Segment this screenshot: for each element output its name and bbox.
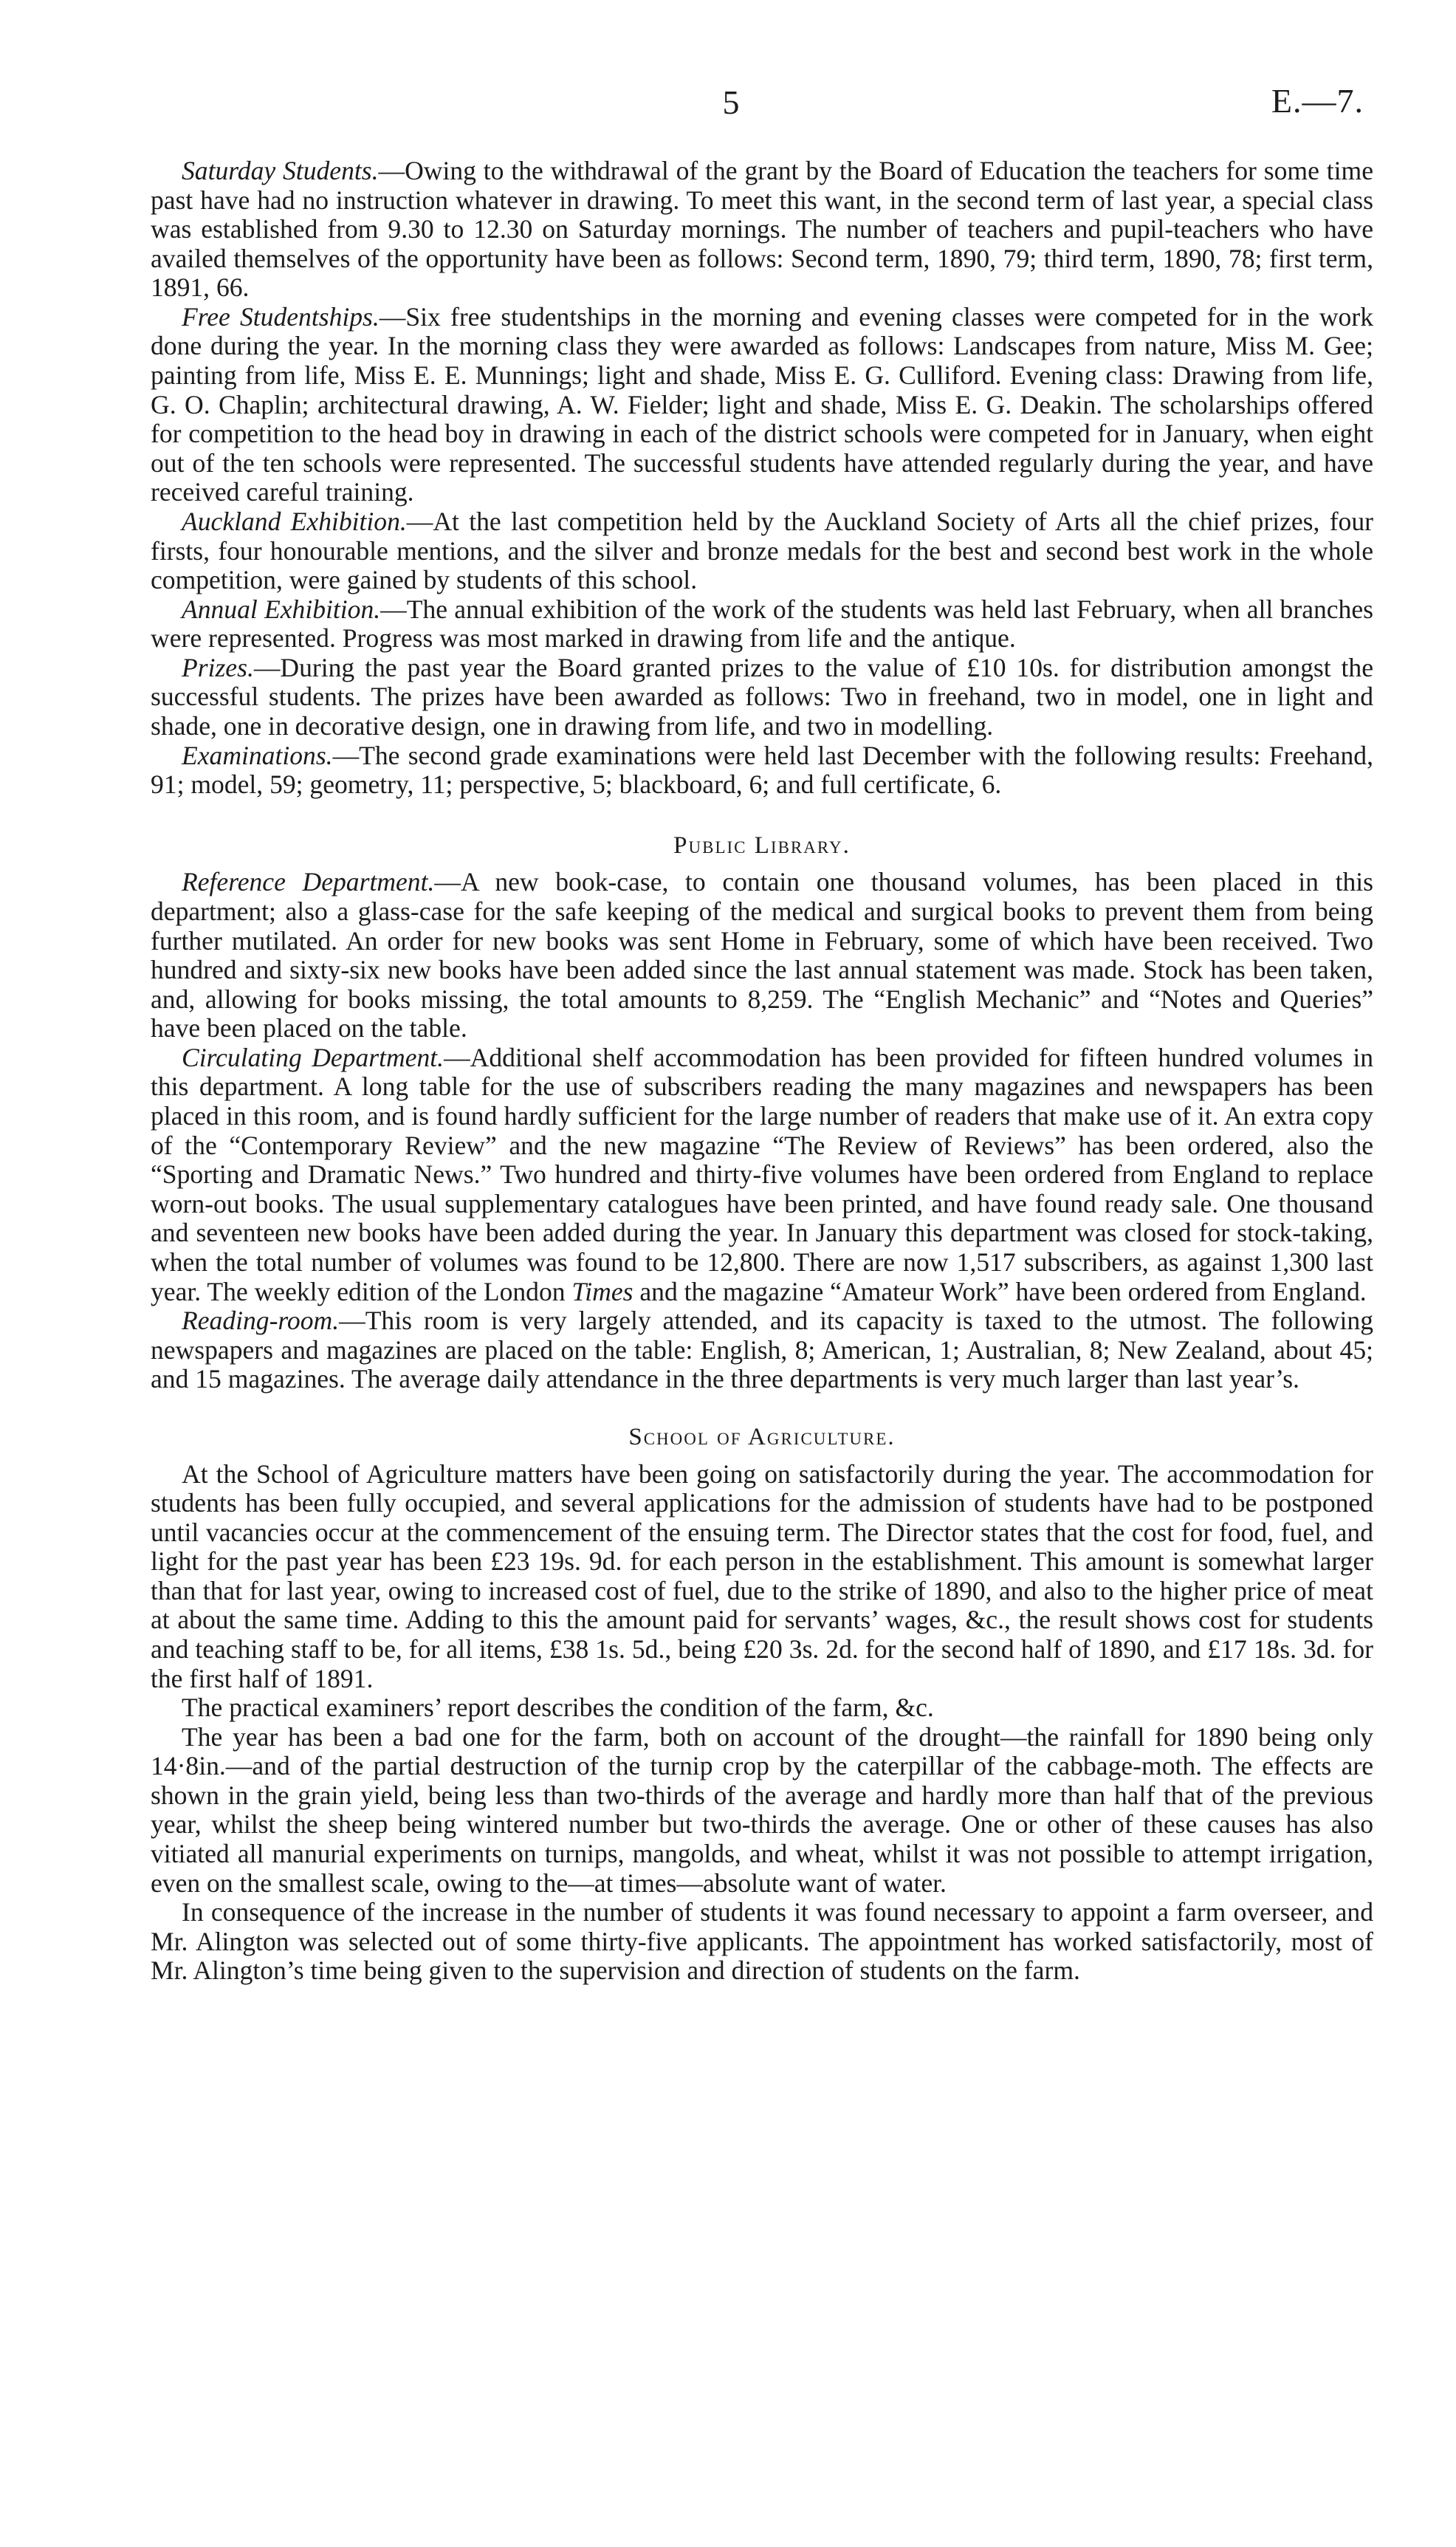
paragraph-text: —During the past year the Board granted prizes to the value of £10 10s. for distribution amongst the successful students. The prizes have been awarded as follows: Two in freehand, two in model, one in light and shade, one in decorative design, one in drawing from life, and two in modelling. <box>151 652 1373 741</box>
paragraph-agriculture-1: At the School of Agriculture matters have been going on satisfactorily during the year. The accommodation for students has been fully occupied, and several applications for the admission of students have had to be postponed until vacancies occur at the commencement of the ensuing term. The Director states that the cost for food, fuel, and light for the past year has been £23 19s. 9d. for each person in the establishment. This amount is somewhat larger than that for last year, owing to increased cost of fuel, due to the strike of 1890, and also to the higher price of meat at about the same time. Adding to this the amount paid for servants’ wages, &c., the result shows cost for students and teaching staff to be, for all items, £38 1s. 5d., being £20 3s. 2d. for the second half of 1890, and £17 18s. 3d. for the first half of 1891. <box>151 1458 1373 1693</box>
paragraph-lead: Circulating Department. <box>182 1042 444 1072</box>
paragraph-annual-exhibition <box>151 595 1373 654</box>
paragraph-auckland-exhibition <box>151 507 1373 595</box>
body-text <box>151 157 1373 1986</box>
section-heading-school-of-agriculture: School of Agriculture. <box>628 1423 896 1450</box>
paragraph-text: —At the last competition held by the Auckland Society of Arts all the chief prizes, four firsts, four honourable mentions, and the silver and bronze medals for the best and second best work in the whole competition, were gained by students of this school. <box>151 506 1373 595</box>
paragraph-text: —Additional shelf accommodation has been provided for fifteen hundred volumes in this department. A long table for the use of subscribers reading the many magazines and newspapers has been placed in this room, and is found hardly sufficient for the large number of readers that make use of it. An extra copy of the “Contemporary Review” and the new magazine “The Review of Reviews” has been ordered, also the “Sporting and Dramatic News.” Two hundred and thirty-five volumes have been ordered from England to replace worn-out books. The usual supplementary catalogues have been printed, and have found ready sale. One thousand and seventeen new books have been added during the year. In January this department was closed for stock-taking, when the total number of volumes was found to be 12,800. There are now 1,517 subscribers, as against 1,300 last year. The weekly edition of the London <box>151 1042 1374 1306</box>
paragraph-text: —The annual exhibition of the work of the students was held last February, when all branches were represented. Progress was most marked in drawing from life and the antique. <box>151 594 1373 654</box>
paragraph-reading-room <box>151 1306 1373 1394</box>
paragraph-agriculture-2: The practical examiners’ report describes the condition of the farm, &c. <box>182 1693 934 1723</box>
paragraph-text-continued: and the magazine “Amateur Work” have been ordered from England. <box>633 1276 1367 1306</box>
section-heading-public-library: Public Library. <box>673 832 851 859</box>
paragraph-prizes <box>151 654 1373 741</box>
newspaper-title: Times <box>571 1276 633 1306</box>
paragraph-lead: Free Studentships. <box>182 301 380 332</box>
paragraph-circulating-department <box>151 1043 1373 1306</box>
paragraph-text: —A new book-case, to contain one thousand volumes, has been placed in this department; also a glass-case for the safe keeping of the medical and surgical books to prevent them from being further mutilated. An order for new books was sent Home in February, some of which have been received. Two hundred and sixty-six new books have been added since the last annual statement was made. Stock has been taken, and, allowing for books missing, the total amounts to 8,259. The “English Mechanic” and “Notes and Queries” have been placed on the table. <box>151 867 1373 1043</box>
page-number: 5 <box>722 83 740 121</box>
paragraph-lead: Reading-room. <box>182 1306 340 1336</box>
paragraph-lead: Reference Department. <box>182 867 435 897</box>
paragraph-lead: Saturday Students. <box>182 156 379 185</box>
paragraph-lead: Prizes. <box>182 652 254 682</box>
paragraph-free-studentships <box>151 303 1373 507</box>
paragraph-text: —Six free studentships in the morning and evening classes were competed for in the work done during the year. In the morning class they were awarded as follows: Landscapes from nature, Miss M. Gee; painting from life, Miss E. E. Munnings; light and shade, Miss E. G. Culliford. Evening class: Drawing from life, G. O. Chaplin; architectural drawing, A. W. Fielder; light and shade, Miss E. G. Deakin. The scholarships offered for competition to the head boy in drawing in each of the district schools were competed for in January, when eight out of the ten schools were represented. The successful students have attended regularly during the year, and have received careful training. <box>151 301 1373 507</box>
document-reference: E.—7. <box>1271 82 1364 120</box>
paragraph-lead: Examinations. <box>182 740 333 770</box>
paragraph-agriculture-4: In consequence of the increase in the number of students it was found necessary to appoint a farm overseer, and Mr. Alington was selected out of some thirty-five applicants. The appointment has worked satisfactorily, most of Mr. Alington’s time being given to the supervision and direction of students on the farm. <box>151 1897 1373 1986</box>
paragraph-examinations <box>151 741 1373 800</box>
paragraph-text: —Owing to the withdrawal of the grant by the Board of Education the teachers for some time past have had no instruction whatever in drawing. To meet this want, in the second term of last year, a special class was established from 9.30 to 12.30 on Saturday mornings. The number of teachers and pupil-teachers who have availed themselves of the opportunity have been as follows: Second term, 1890, 79; third term, 1890, 78; first term, 1891, 66. <box>151 156 1373 303</box>
paragraph-saturday-students <box>151 157 1373 303</box>
paragraph-agriculture-3: The year has been a bad one for the farm, both on account of the drought—the rainfall for 1890 being only 14·8in.—and of the partial destruction of the turnip crop by the caterpillar of the cabbage-moth. The effects are shown in the grain yield, being less than two-thirds of the average and hardly more than half that of the previous year, whilst the sheep being wintered number but two-thirds the average. One or other of these causes has also vitiated all manurial experiments on turnips, mangolds, and wheat, whilst it was not possible to attempt irrigation, even on the smallest scale, owing to the—at times—absolute want of water. <box>151 1721 1373 1898</box>
paragraph-reference-department <box>151 868 1373 1043</box>
paragraph-text: —The second grade examinations were held last December with the following results: Freehand, 91; model, 59; geometry, 11; perspective, 5; blackboard, 6; and full certificate, 6. <box>151 740 1373 800</box>
paragraph-lead: Annual Exhibition. <box>182 594 381 624</box>
paragraph-lead: Auckland Exhibition. <box>182 506 407 536</box>
paragraph-text: —This room is very largely attended, and its capacity is taxed to the utmost. The following newspapers and magazines are placed on the table: English, 8; American, 1; Australian, 8; New Zealand, about 45; and 15 magazines. The average daily attendance in the three departments is very much larger than last year’s. <box>151 1306 1373 1394</box>
